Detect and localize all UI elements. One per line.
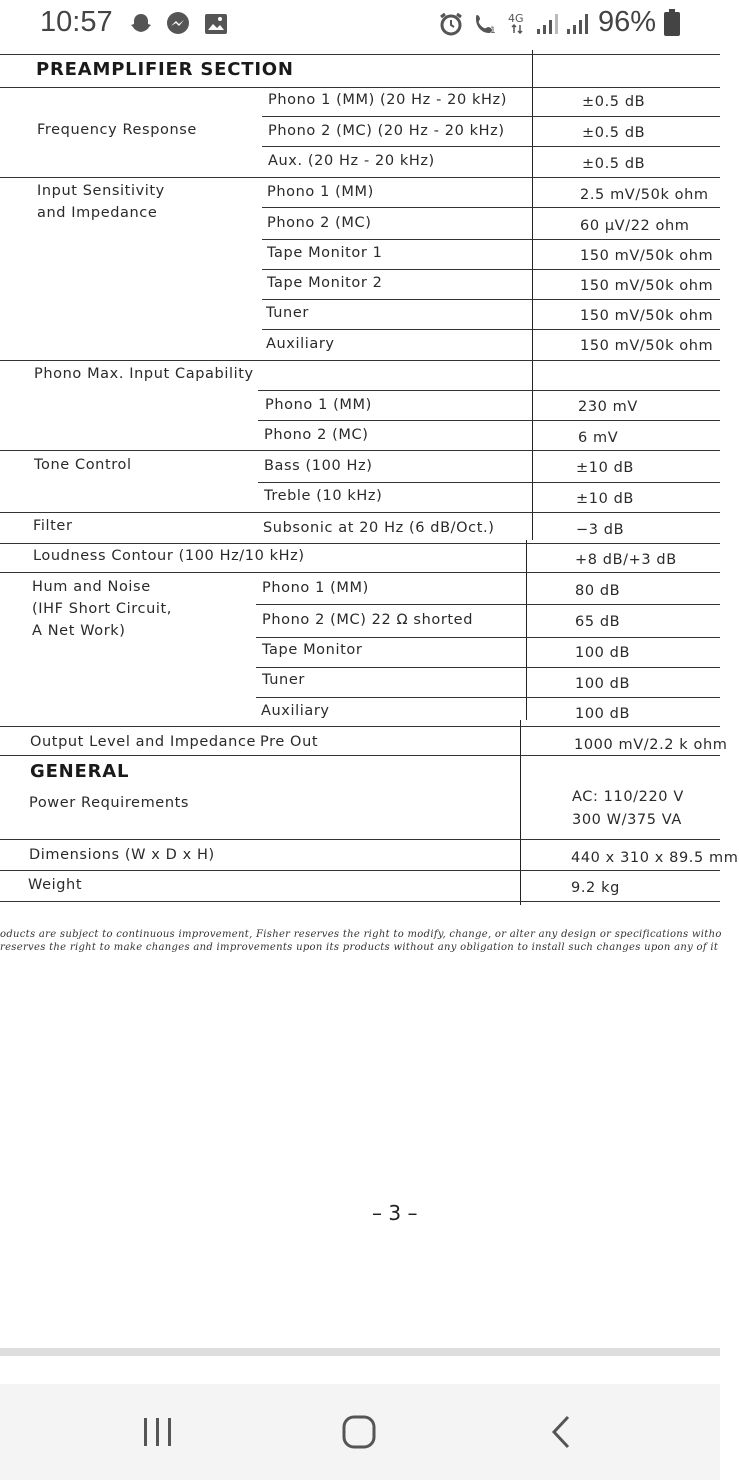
spec-value: 80 dB	[575, 583, 621, 599]
spec-value: 150 mV/50k ohm	[580, 278, 714, 294]
spec-label: A Net Work)	[32, 623, 126, 639]
spec-condition: Tuner	[262, 672, 305, 688]
spec-condition: Tape Monitor 1	[267, 245, 383, 261]
spec-label: Hum and Noise	[32, 579, 151, 595]
messenger-icon	[165, 11, 191, 37]
rule	[0, 870, 720, 871]
rule	[262, 239, 720, 240]
network-label: 4G	[508, 12, 524, 25]
spec-value: 9.2 kg	[571, 880, 620, 896]
page-separator	[0, 1348, 720, 1356]
spec-label: Input Sensitivity	[37, 183, 165, 199]
spec-label: Frequency Response	[37, 122, 197, 138]
rule	[256, 667, 720, 668]
rule	[256, 697, 720, 698]
spec-value: 1000 mV/2.2 k ohm	[574, 737, 728, 753]
spec-condition: Phono 1 (MM) (20 Hz - 20 kHz)	[268, 92, 507, 108]
spec-value: 100 dB	[575, 645, 631, 661]
rule	[0, 839, 720, 840]
rule	[262, 329, 720, 330]
spec-label: Filter	[33, 518, 73, 534]
footnote-line: oducts are subject to continuous improvement, Fisher reserves the right to modify, change, or alter any design or specifications witho	[0, 929, 722, 940]
spec-value: −3 dB	[576, 522, 625, 538]
rule	[262, 146, 720, 147]
spec-value: ±10 dB	[576, 460, 634, 476]
spec-value: ±10 dB	[576, 491, 634, 507]
spec-value: 150 mV/50k ohm	[580, 338, 714, 354]
home-icon	[329, 1412, 389, 1452]
recent-apps-icon	[128, 1412, 188, 1452]
spec-condition: Bass (100 Hz)	[264, 458, 373, 474]
rule	[0, 450, 720, 451]
status-bar	[0, 0, 720, 50]
spec-condition: Tape Monitor	[262, 642, 363, 658]
rule	[258, 390, 720, 391]
rule	[0, 543, 720, 544]
spec-value: +8 dB/+3 dB	[575, 552, 677, 568]
spec-label: (IHF Short Circuit,	[32, 601, 172, 617]
back-icon	[532, 1412, 592, 1452]
alarm-icon	[438, 11, 464, 37]
spec-condition: Tuner	[266, 305, 309, 321]
rule	[0, 572, 720, 573]
spec-condition: Pre Out	[260, 734, 319, 750]
home-button[interactable]	[329, 1412, 389, 1452]
rule	[262, 116, 720, 117]
rule	[0, 726, 720, 727]
navigation-bar	[0, 1384, 720, 1480]
rule	[0, 87, 720, 88]
snapchat-icon	[128, 11, 154, 37]
rule	[0, 901, 720, 902]
spec-condition: Phono 2 (MC)	[267, 215, 372, 231]
battery-icon	[664, 12, 680, 36]
spec-value: 230 mV	[578, 399, 638, 415]
rule	[256, 637, 720, 638]
spec-condition: Tape Monitor 2	[267, 275, 383, 291]
spec-condition: Auxiliary	[261, 703, 330, 719]
spec-value: 65 dB	[575, 614, 621, 630]
spec-document	[0, 50, 739, 1350]
spec-value: 100 dB	[575, 706, 631, 722]
section-heading: GENERAL	[30, 761, 130, 782]
spec-condition: Phono 1 (MM)	[262, 580, 369, 596]
spec-condition: Phono 2 (MC) (20 Hz - 20 kHz)	[268, 123, 505, 139]
spec-condition: Subsonic at 20 Hz (6 dB/Oct.)	[263, 520, 495, 536]
spec-condition: Aux. (20 Hz - 20 kHz)	[268, 153, 435, 169]
spec-condition: Phono 1 (MM)	[267, 184, 374, 200]
column-divider	[532, 50, 533, 540]
spec-value: 6 mV	[578, 430, 619, 446]
spec-value: ±0.5 dB	[582, 125, 646, 141]
battery-percent: 96%	[597, 6, 656, 38]
column-divider	[526, 540, 527, 720]
network-4g-icon	[506, 11, 532, 37]
recent-apps-button[interactable]	[128, 1412, 188, 1452]
back-button[interactable]	[532, 1412, 592, 1452]
spec-label: Phono Max. Input Capability	[34, 366, 254, 382]
spec-condition: Auxiliary	[266, 336, 335, 352]
column-divider	[520, 720, 521, 905]
spec-value: 150 mV/50k ohm	[580, 308, 714, 324]
wifi-calling-icon	[472, 11, 498, 37]
spec-label: Weight	[28, 877, 83, 893]
spec-value: 2.5 mV/50k ohm	[580, 187, 709, 203]
spec-label: and Impedance	[37, 205, 158, 221]
spec-value: 150 mV/50k ohm	[580, 248, 714, 264]
signal-icon	[534, 11, 560, 37]
spec-label: Power Requirements	[29, 795, 190, 811]
spec-condition: Treble (10 kHz)	[264, 488, 383, 504]
rule	[258, 420, 720, 421]
spec-value: 100 dB	[575, 676, 631, 692]
rule	[0, 360, 720, 361]
signal-icon	[564, 11, 590, 37]
spec-value: AC: 110/220 V	[572, 789, 684, 805]
rule	[0, 755, 720, 756]
spec-label: Dimensions (W x D x H)	[29, 847, 215, 863]
status-time: 10:57	[40, 6, 113, 38]
footnote-line: reserves the right to make changes and improvements upon its products without any obligation to install such changes upon any of it	[0, 942, 719, 953]
spec-value: 300 W/375 VA	[572, 812, 682, 828]
rule	[262, 299, 720, 300]
spec-value: ±0.5 dB	[582, 94, 646, 110]
svg-text:1: 1	[490, 26, 496, 36]
spec-value: 440 x 310 x 89.5 mm	[571, 850, 739, 866]
rule	[256, 604, 720, 605]
page-number: – 3 –	[372, 1201, 418, 1225]
spec-value: ±0.5 dB	[582, 156, 646, 172]
spec-condition: Phono 1 (MM)	[265, 397, 372, 413]
spec-condition: Phono 2 (MC) 22 Ω shorted	[262, 612, 474, 628]
spec-value: 60 µV/22 ohm	[580, 218, 690, 234]
rule	[262, 269, 720, 270]
section-heading: PREAMPLIFIER SECTION	[36, 59, 294, 80]
rule	[0, 177, 720, 178]
spec-label: Tone Control	[34, 457, 132, 473]
spec-label: Loudness Contour (100 Hz/10 kHz)	[33, 548, 305, 564]
spec-condition: Phono 2 (MC)	[264, 427, 369, 443]
gallery-icon	[203, 11, 229, 37]
rule	[0, 512, 720, 513]
rule	[258, 482, 720, 483]
rule	[262, 207, 720, 208]
rule	[0, 54, 720, 55]
spec-label: Output Level and Impedance	[30, 734, 257, 750]
